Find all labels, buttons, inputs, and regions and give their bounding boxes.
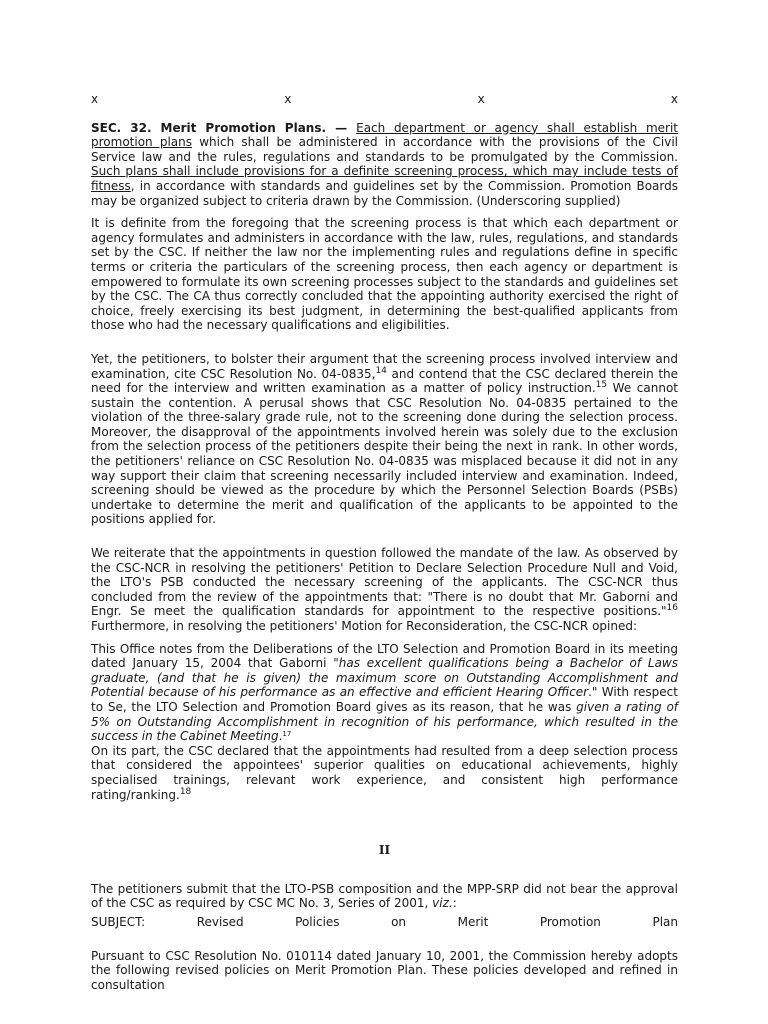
subject-word: SUBJECT: — [91, 914, 146, 929]
footnote-ref[interactable]: 15 — [595, 380, 608, 391]
subject-word: Promotion — [539, 914, 601, 929]
footnote-ref[interactable]: 17 — [282, 730, 292, 739]
sec32-quote: SEC. 32. Merit Promotion Plans. — Each department or agency shall establish merit promotion plans which shall be administered in accordance with the provisions of the Civil Service law and the rules, regulations and standards to be promulgated by the Commission. Such plans shall include provisions for a definite screening process, which may include tests of fitness, in accordance with standards and guidelines set by the Commission. Promotion Boards may be organized subject to criteria drawn by the Commission. (Underscoring supplied) — [91, 120, 679, 208]
paragraph-lto-psb: The petitioners submit that the LTO-PSB composition and the MPP-SRP did not bear the approval of the CSC as required by CSC MC No. 3, Series of 2001, viz.: — [91, 881, 678, 911]
block-quote-deliberations: This Office notes from the Deliberations of the LTO Selection and Promotion Board in its meeting dated January 15, 2004 that Gaborni "has excellent qualifications being a Bachelor of Laws graduate, (and that he is given) the maximum score on Outstanding Accomplishment and Potential because of his performance as an effective and efficient Hearing Officer." With respect to Se, the LTO Selection and Promotion Board gives as its reason, that he was given a rating of 5% on Outstanding Accomplishment in recognition of his performance, which resulted in the success in the Cabinet Meeting.$^{17}$ — [91, 641, 679, 744]
section-heading-ii: II — [378, 843, 391, 858]
separator-mark: x — [670, 92, 678, 106]
subject-word: on — [391, 914, 407, 929]
document-page — [91, 92, 678, 992]
separator-mark: x — [91, 92, 99, 106]
paragraph-pursuant: Pursuant to CSC Resolution No. 010114 dated January 10, 2001, the Commission hereby adopts the following revised policies on Merit Promotion Plan. These policies developed and refined in consultation — [91, 948, 678, 992]
paragraph-screening-process: It is definite from the foregoing that the screening process is that which each department or agency formulates and administers in accordance with the law, rules, regulations, and standards set by the CSC. If neither the law nor the implementing rules and regulations define in specific terms or criteria the particulars of the screening process, then each agency or department is empowered to formulate its own screening processes subject to the standards and guidelines set by the CSC. The CA thus correctly concluded that the appointing authority exercised the right of choice, freely exercising its best judgment, in determining the best-qualified applicants from those who had the necessary qualifications and eligibilities. — [91, 216, 678, 333]
subject-word: Revised — [196, 914, 244, 929]
paragraph-csc-declared: On its part, the CSC declared that the appointments had resulted from a deep selection process that considered the appointees' superior qualities on educational achievements, highly specialised trainings, relevant work experience, and consistent high performance rating/ranking.$^{18}$ — [91, 743, 678, 802]
footnote-ref[interactable]: 18 — [179, 786, 192, 797]
subject-word: Plan — [652, 914, 678, 929]
subject-word: Policies — [295, 914, 340, 929]
paragraph-petitioners-argument: Yet, the petitioners, to bolster their argument that the screening process involved interview and examination, cite CSC Resolution No. 04-0835,14 and contend that the CSC declared therein the need for the interview and written examination as a matter of policy instruction.$^{15}$ We cannot sustain the contention. A perusal shows that CSC Resolution No. 04-0835 pertained to the violation of the three-salary grade rule, not to the screening done during the selection process. Moreover, the disapproval of the appointments involved herein was solely due to the exclusion from the selection process of the petitioners despite their being the next in rank. In other words, the petitioners' reliance on CSC Resolution No. 04-0835 was misplaced because it did not in any way support their claim that screening necessarily included interview and examination. Indeed, screening should be viewed as the procedure by which the Personnel Selection Boards (PSBs) undertake to determine the merit and qualification of the applicants to be appointed to the positions applied for. — [91, 351, 679, 527]
footnote-ref[interactable]: 16 — [666, 603, 678, 614]
sec32-heading: SEC. 32. Merit Promotion Plans. — — [91, 120, 357, 135]
footnote-ref[interactable]: 14 — [375, 365, 387, 376]
separator-mark: x — [284, 92, 292, 106]
separator-row — [91, 92, 678, 107]
separator-mark: x — [477, 92, 485, 106]
subject-word: Merit — [457, 914, 489, 929]
subject-line — [91, 915, 678, 930]
paragraph-reiterate: We reiterate that the appointments in question followed the mandate of the law. As observed by the CSC-NCR in resolving the petitioners' Petition to Declare Selection Procedure Null and Void, the LTO's PSB conducted the necessary screening of the applicants. The CSC-NCR thus concluded from the review of the appointments that: "There is no doubt that Mr. Gaborni and Engr. Se meet the qualification standards for appointment to the respective positions."$^{16}$ Furthermore, in resolving the petitioners' Motion for Reconsideration, the CSC-NCR opined: — [91, 546, 678, 633]
